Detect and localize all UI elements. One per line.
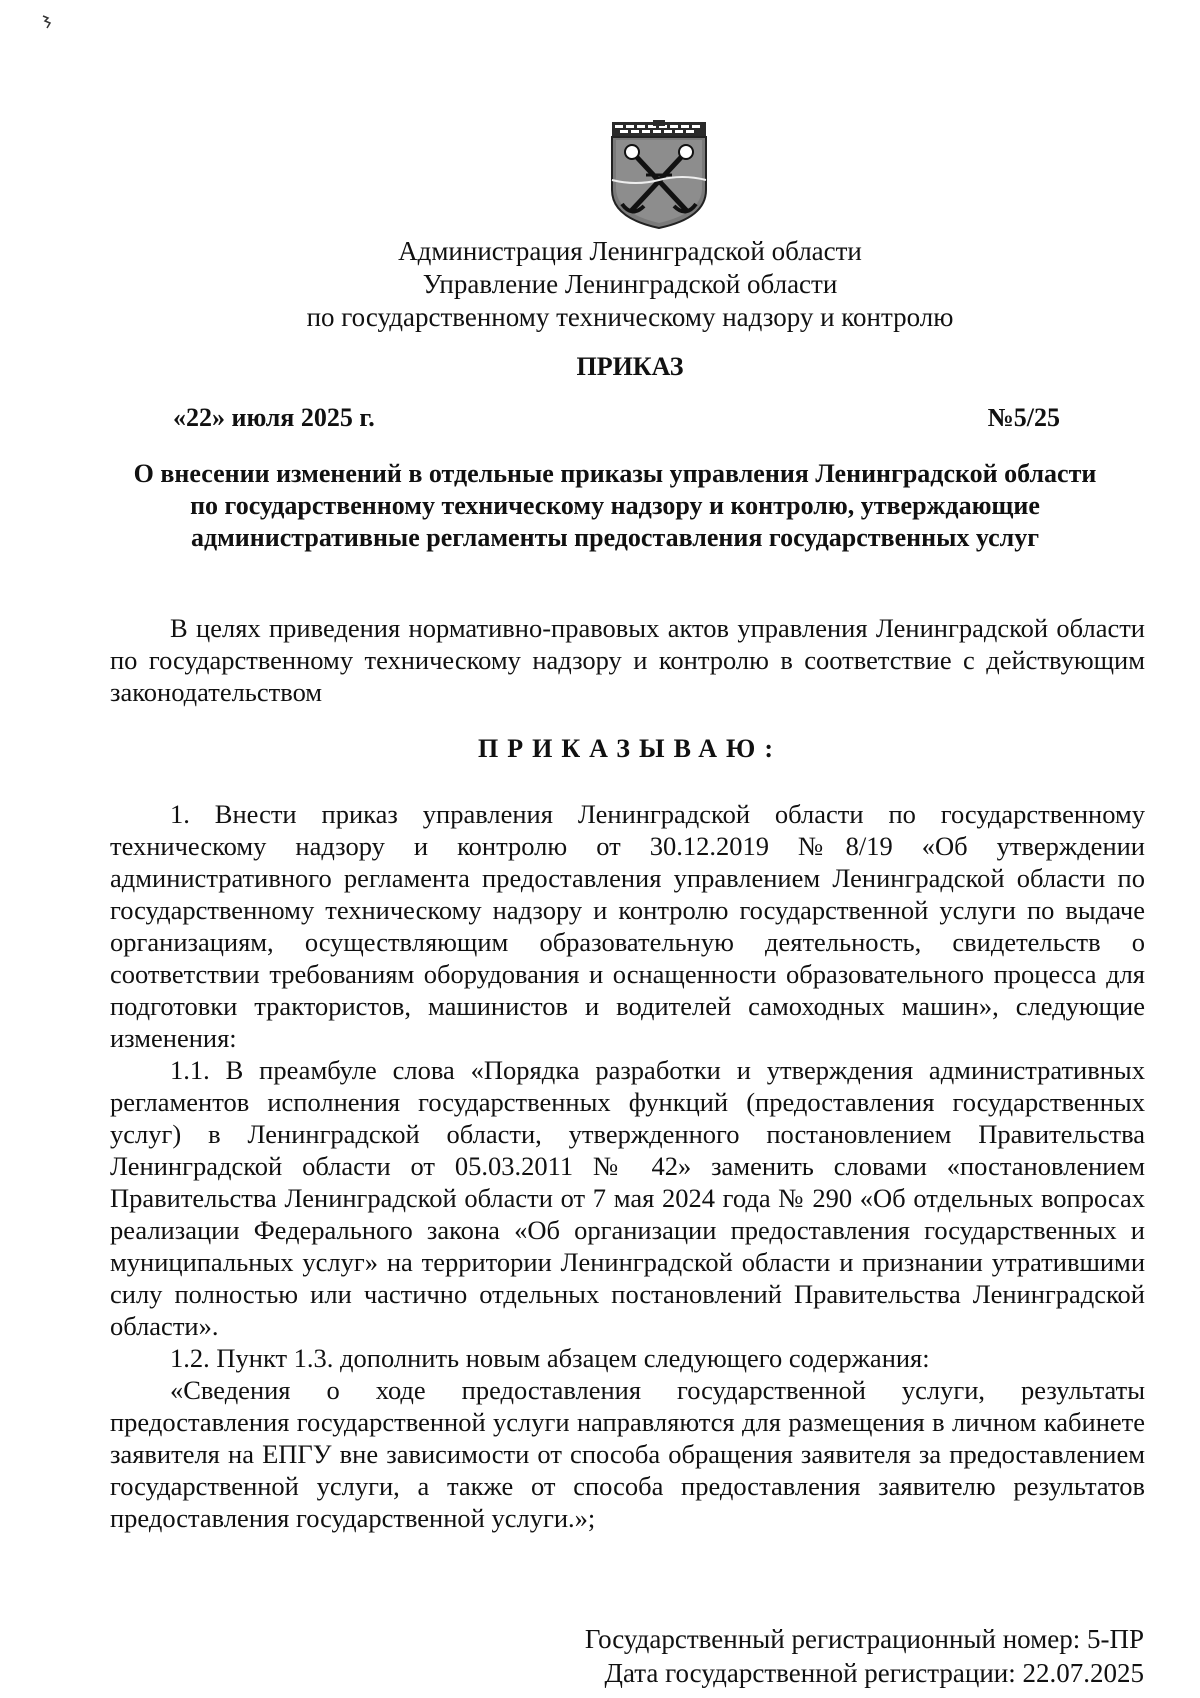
coat-of-arms-icon (606, 120, 712, 230)
document-type: ПРИКАЗ (576, 352, 684, 381)
preamble-paragraph: В целях приведения нормативно-правовых актов управления Ленинградской области по государственному техническому надзору и контролю в соответствие с действующим законодательством (110, 613, 1145, 707)
org-name-line-2: Управление Ленинградской области (422, 269, 838, 299)
order-items (110, 798, 1145, 1534)
document-number: №5/25 (987, 403, 1060, 432)
registration-date: Дата государственной регистрации: 22.07.2025 (604, 1658, 1144, 1688)
scan-speck-icon (42, 14, 54, 30)
document-date: «22» июля 2025 г. (173, 403, 375, 432)
registration-block (585, 1622, 1144, 1690)
order-item-quote: «Сведения о ходе предоставления государственной услуги, результаты предоставления государственной услуги направляются для размещения в личном кабинете заявителя на ЕПГУ вне зависимости от способа обращения заявителя за предоставлением государственной услуги, а также от способа предоставления заявителю результатов предоставления государственной услуги.»; (110, 1375, 1145, 1533)
order-item-1: 1. Внести приказ управления Ленинградской области по государственному техническому надзору и контролю от 30.12.2019 №8/19 «Об утверждении административного регламента предоставления управлением Ленинградской области по государственному техническому надзору и контролю государственной услуги по выдаче организациям, осуществляющим образовательную деятельность, свидетельств о соответствии требованиям оборудования и оснащенности образовательного процесса для подготовки трактористов, машинистов и водителей самоходных машин», следующие изменения: (110, 799, 1145, 1053)
order-heading: ПРИКАЗЫВАЮ: (478, 734, 782, 763)
registration-number: Государственный регистрационный номер: 5-ПР (584, 1624, 1144, 1654)
org-name-line-1: Администрация Ленинградской области (398, 236, 862, 266)
order-item-1-1: 1.1. В преамбуле слова «Порядка разработки и утверждения административных регламентов исполнения государственных функций (предоставления государственных услуг) в Ленинградской области, утвержденного постановлением Правительства Ленинградской области от 05.03.2011 № 42» заменить словами «постановлением Правительства Ленинградской области от 7 мая 2024 года № 290 «Об отдельных вопросах реализации Федерального закона «Об организации предоставления государственных и муниципальных услуг» на территории Ленинградской области и признании утратившими силу полностью или частично отдельных постановлений Правительства Ленинградской области». (110, 1055, 1145, 1341)
document-title: О внесении изменений в отдельные приказы управления Ленинградской области по государственному техническому надзору и контролю, утверждающие административные регламенты предоставления государственных услуг (133, 459, 1097, 552)
order-item-1-2: 1.2. Пункт 1.3. дополнить новым абзацем следующего содержания: (170, 1343, 930, 1373)
org-name-line-3: по государственному техническому надзору и контролю (306, 302, 954, 332)
